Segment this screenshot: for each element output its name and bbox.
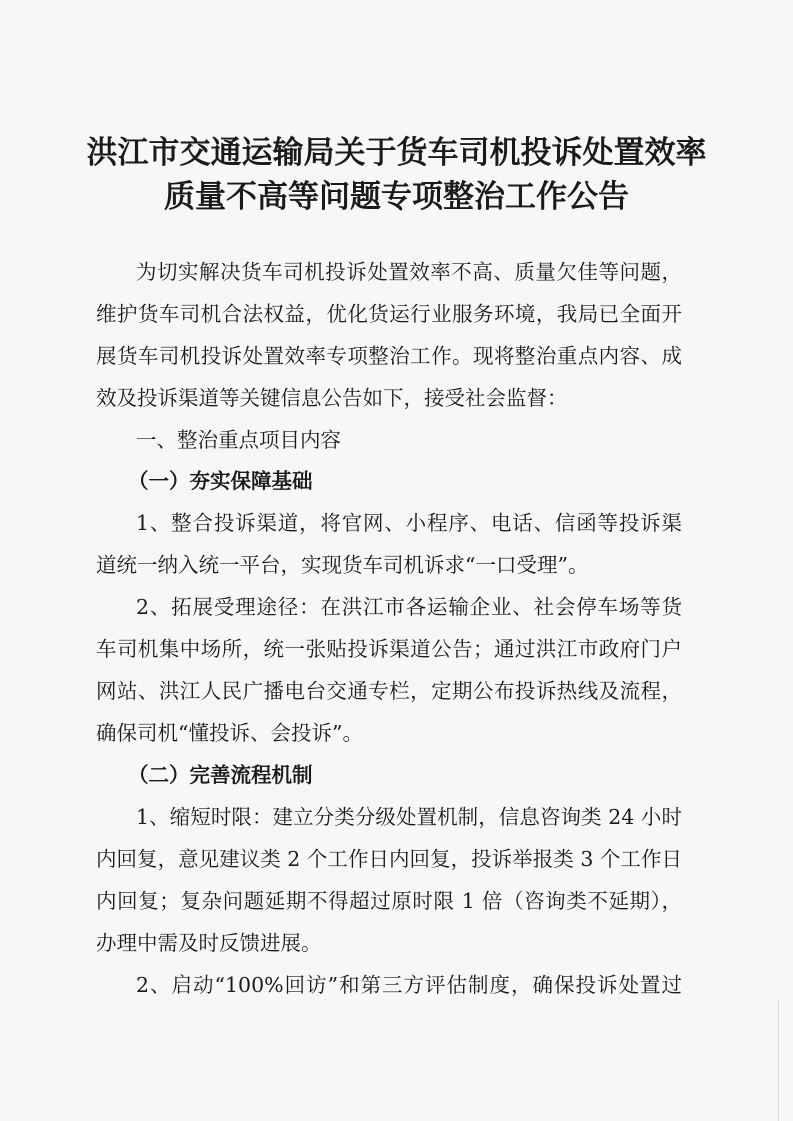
intro-line-3: 展货车司机投诉处置效率专项整治工作。现将整治重点内容、成 [96, 344, 682, 368]
sub2-item1-line-4: 办理中需及时反馈进展。 [96, 931, 322, 955]
sub2-item1-line-2: 内回复，意见建议类 2 个工作日内回复，投诉举报类 3 个工作日 [96, 847, 682, 871]
sub1-item1-line-1: 1、整合投诉渠道，将官网、小程序、电话、信函等投诉渠 [136, 511, 682, 535]
sub2-item1-line-3: 内回复；复杂问题延期不得超过原时限 1 倍（咨询类不延期）， [96, 889, 682, 913]
intro-line-2: 维护货车司机合法权益，优化货运行业服务环境，我局已全面开 [96, 302, 682, 326]
sub1-item2-line-2: 车司机集中场所，统一张贴投诉渠道公告；通过洪江市政府门户 [96, 637, 682, 661]
section-1-heading: 一、整治重点项目内容 [136, 428, 341, 452]
sub1-item1-line-2: 道统一纳入统一平台，实现货车司机诉求“一口受理”。 [96, 553, 589, 577]
document-title-line-2: 质量不高等问题专项整治工作公告 [164, 179, 629, 215]
subsection-1-heading: （一）夯实保障基础 [128, 469, 313, 493]
intro-line-1: 为切实解决货车司机投诉处置效率不高、质量欠佳等问题， [136, 260, 682, 284]
sub1-item2-line-1: 2、拓展受理途径：在洪江市各运输企业、社会停车场等货 [136, 595, 682, 619]
sub2-item1-line-1: 1、缩短时限：建立分类分级处置机制，信息咨询类 24 小时 [136, 805, 682, 829]
sub1-item2-line-4: 确保司机“懂投诉、会投诉”。 [96, 721, 363, 745]
document-title-line-1: 洪江市交通运输局关于货车司机投诉处置效率 [86, 135, 707, 171]
sub2-item2-line-1: 2、启动“100%回访”和第三方评估制度，确保投诉处置过 [136, 973, 682, 997]
subsection-2-heading: （二）完善流程机制 [128, 763, 313, 787]
sub1-item2-line-3: 网站、洪江人民广播电台交通专栏，定期公布投诉热线及流程， [96, 679, 682, 703]
scan-edge-line [778, 1000, 779, 1121]
intro-line-4: 效及投诉渠道等关键信息公告如下，接受社会监督： [96, 386, 568, 410]
